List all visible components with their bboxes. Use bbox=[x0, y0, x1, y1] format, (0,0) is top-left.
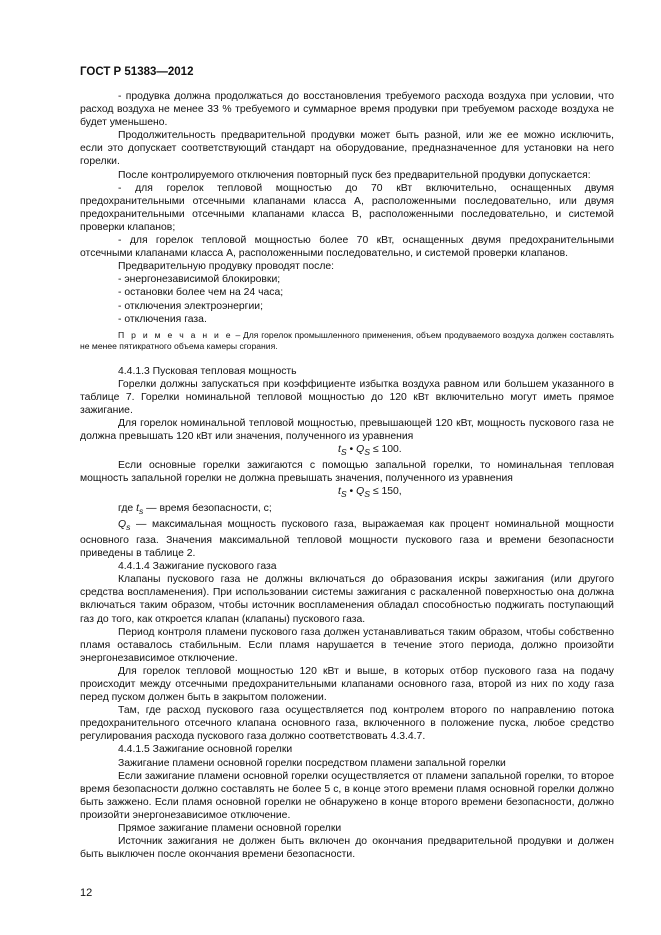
legend-prefix: где bbox=[118, 502, 137, 514]
legend-text: — время безопасности, с; bbox=[143, 502, 272, 514]
list-item: - энергонезависимой блокировки; bbox=[118, 274, 281, 286]
paragraph: Период контроля пламени пускового газа должен устанавливаться таким образом, чтобы собственно пламя оставалось стабильным. Если пламя нарушается в течение этого периода, должно произойти энергонезависимое отключение. bbox=[80, 626, 614, 664]
subheading: Прямое зажигание пламени основной горелки bbox=[118, 823, 342, 834]
formula-q-sub: S bbox=[364, 489, 370, 500]
subheading: Зажигание пламени основной горелки посредством пламени запальной горелки bbox=[118, 757, 506, 769]
note bbox=[80, 330, 614, 353]
page-header: ГОСТ Р 51383—2012 bbox=[80, 66, 194, 78]
paragraph: Если зажигание пламени основной горелки осуществляется от пламени запальной горелки, то второе время безопасности должно составлять не более 5 с, в конце этого времени пламя основной горелки должно быть зажжено. Если пламя основной горелки не обнаружено в конце второго времени безопасности, должно произойти энергонезависимое отключение. bbox=[80, 770, 614, 821]
paragraph: Предварительную продувку проводят после: bbox=[118, 261, 335, 273]
legend-symbol: t bbox=[136, 502, 139, 514]
note-text: – Для горелок промышленного применения, объем продуваемого воздуха должен составлять не менее пятикратного объема камеры сгорания. bbox=[80, 329, 614, 352]
formula-relation: ≤ 100. bbox=[369, 444, 402, 456]
formula-dot: • bbox=[346, 444, 357, 456]
list-item: - отключения электроэнергии; bbox=[118, 300, 263, 312]
formula-q-sub: S bbox=[364, 447, 370, 458]
legend-text: — максимальная мощность пускового газа, выражаемая как процент номинальной мощности основного газа. Значения максимальной тепловой мощности пускового газа и времени безопасности приведены в таблице 2. bbox=[80, 518, 614, 560]
paragraph: - для горелок тепловой мощностью до 70 кВт включительно, оснащенных двумя предохранительными отсечными клапанами класса А, расположенными последовательно, или двумя предохранительными отсечными клапанами класса B, расположенными последовательно, и системой проверки клапанов; bbox=[80, 182, 614, 233]
list-item: - остановки более чем на 24 часа; bbox=[118, 287, 284, 299]
formula-q: Q bbox=[356, 444, 365, 456]
paragraph: Клапаны пускового газа не должны включаться до образования искры зажигания (или другого средства воспламенения). При использовании системы зажигания с раскаленной поверхностью она должна включаться таким образом, чтобы источник воспламенения обладал способностью поджигать поступающий газ до того, как откроется клапан (клапаны) пускового газа. bbox=[80, 574, 614, 625]
paragraph: - продувка должна продолжаться до восстановления требуемого расхода воздуха при условии, что расход воздуха не менее 33 % требуемого и суммарное время продувки при требуемом расходе воздуха не будет уменьшено. bbox=[80, 91, 614, 129]
legend-symbol: Q bbox=[118, 518, 127, 530]
section-heading: 4.4.1.3 Пусковая тепловая мощность bbox=[118, 365, 297, 377]
formula-t: t bbox=[338, 444, 341, 456]
paragraph: Если основные горелки зажигаются с помощью запальной горелки, то номинальная тепловая мощность запальной горелки не должна превышать значения, полученного из уравнения bbox=[80, 460, 614, 485]
formula-t: t bbox=[338, 486, 341, 498]
legend-qs bbox=[80, 518, 614, 560]
paragraph: Горелки должны запускаться при коэффициенте избытка воздуха равном или большем указанного в таблице 7. Горелки номинальной тепловой мощностью до 120 кВт включительно могут иметь прямое зажигание. bbox=[80, 378, 614, 416]
paragraph: Там, где расход пускового газа осуществляется под контролем второго по направлению потока предохранительного отсечного клапана основного газа, включенного в положение пуска, любое средство регулирования расхода пускового газа должно соответствовать 4.3.4.7. bbox=[80, 705, 614, 743]
section-heading: 4.4.1.4 Зажигание пускового газа bbox=[118, 561, 277, 573]
formula-start-power bbox=[80, 443, 614, 459]
section-heading: 4.4.1.5 Зажигание основной горелки bbox=[118, 744, 293, 756]
note-label: П р и м е ч а н и е bbox=[118, 329, 233, 340]
list-item: - отключения газа. bbox=[118, 313, 207, 325]
paragraph: Для горелок номинальной тепловой мощностью, превышающей 120 кВт, мощность пускового газа не должна превышать 120 кВт или значения, полученного из уравнения bbox=[80, 417, 614, 442]
legend-symbol-sub: s bbox=[138, 505, 144, 516]
formula-t-sub: S bbox=[340, 447, 347, 458]
document-body bbox=[80, 90, 614, 861]
page-number: 12 bbox=[80, 887, 93, 899]
formula-pilot-power bbox=[80, 485, 614, 501]
formula-q: Q bbox=[356, 486, 365, 498]
paragraph: После контролируемого отключения повторный пуск без предварительной продувки допускается: bbox=[118, 169, 591, 181]
paragraph: - для горелок тепловой мощностью более 70 кВт, оснащенных двумя предохранительными отсечными клапанами класса А, расположенными последовательно, и системой проверки клапанов. bbox=[80, 235, 614, 260]
formula-relation: ≤ 150, bbox=[369, 486, 402, 498]
paragraph: Источник зажигания не должен быть включен до окончания предварительной продувки и должен быть выключен после окончания времени безопасности. bbox=[80, 836, 614, 861]
legend-symbol-sub: s bbox=[126, 521, 131, 532]
formula-t-sub: S bbox=[340, 489, 347, 500]
paragraph: Продолжительность предварительной продувки может быть разной, или же ее можно исключить, если это допускает соответствующий стандарт на оборудование, предназначенное для установки на него горелки. bbox=[80, 130, 614, 168]
paragraph: Для горелок тепловой мощностью 120 кВт и выше, в которых отбор пускового газа на подачу происходит между отсечными предохранительными клапанами основного газа, второй из них по ходу газа перед пуском должен быть в закрытом положении. bbox=[80, 665, 614, 704]
legend-ts bbox=[80, 502, 614, 518]
formula-dot: • bbox=[346, 486, 357, 498]
